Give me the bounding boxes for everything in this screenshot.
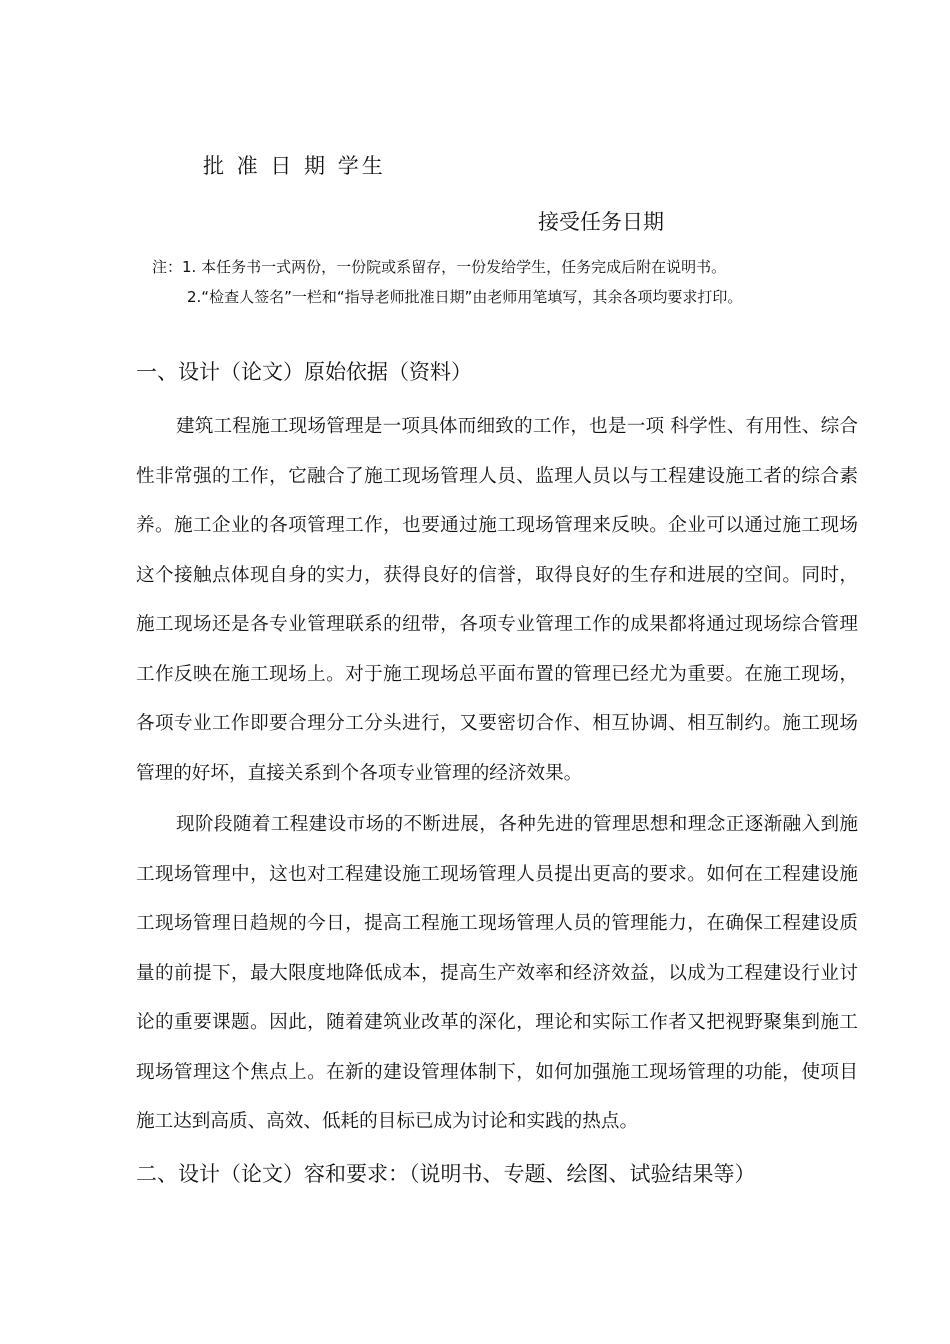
accept-task-date-label: 接受任务日期: [538, 210, 664, 234]
note-line-1: 注：1. 本任务书一式两份，一份院或系留存，一份发给学生，任务完成后附在说明书。: [152, 258, 727, 276]
section-1-paragraph-2: 现阶段随着工程建设市场的不断进展，各种先进的管理思想和理念正逐渐融入到施工现场管理中，这也对工程建设施工现场管理人员提出更高的要求。如何在工程建设施工现场管理日趋规的今日，提高工程施工现场管理人员的管理能力，在确保工程建设质量的前提下，最大限度地降低成本，提高生产效率和经济效益，以成为工程建设行业讨论的重要课题。因此，随着建筑业改革的深化，理论和实际工作者又把视野聚集到施工现场管理这个焦点上。在新的建设管理体制下，如何加强施工现场管理的功能，使项目施工达到高质、高效、低耗的目标已成为讨论和实践的热点。: [136, 814, 858, 1132]
section-1-heading: 一、设计（论文）原始依据（资料）: [136, 360, 472, 384]
section-2-heading: 二、设计（论文）容和要求：（说明书、专题、绘图、试验结果等）: [136, 1162, 756, 1186]
note-line-2: 2.“检查人签名”一栏和“指导老师批准日期”由老师用笔填写，其余各项均要求打印。: [187, 288, 743, 306]
approval-date-student-line: 批 准 日 期 学生: [203, 154, 386, 178]
section-1-paragraph-1: 建筑工程施工现场管理是一项具体而细致的工作，也是一项 科学性、有用性、综合性非常强的工作，它融合了施工现场管理人员、监理人员以与工程建设施工者的综合素养。施工企业的各项管理工作，也要通过施工现场管理来反映。企业可以通过施工现场这个接触点体现自身的实力，获得良好的信誉，取得良好的生存和进展的空间。同时，施工现场还是各专业管理联系的纽带，各项专业管理工作的成果都将通过现场综合管理工作反映在施工现场上。对于施工现场总平面布置的管理已经尤为重要。在施工现场，各项专业工作即要合理分工分头进行，又要密切合作、相互协调、相互制约。施工现场管理的好坏，直接关系到个各项专业管理的经济效果。: [136, 416, 858, 784]
